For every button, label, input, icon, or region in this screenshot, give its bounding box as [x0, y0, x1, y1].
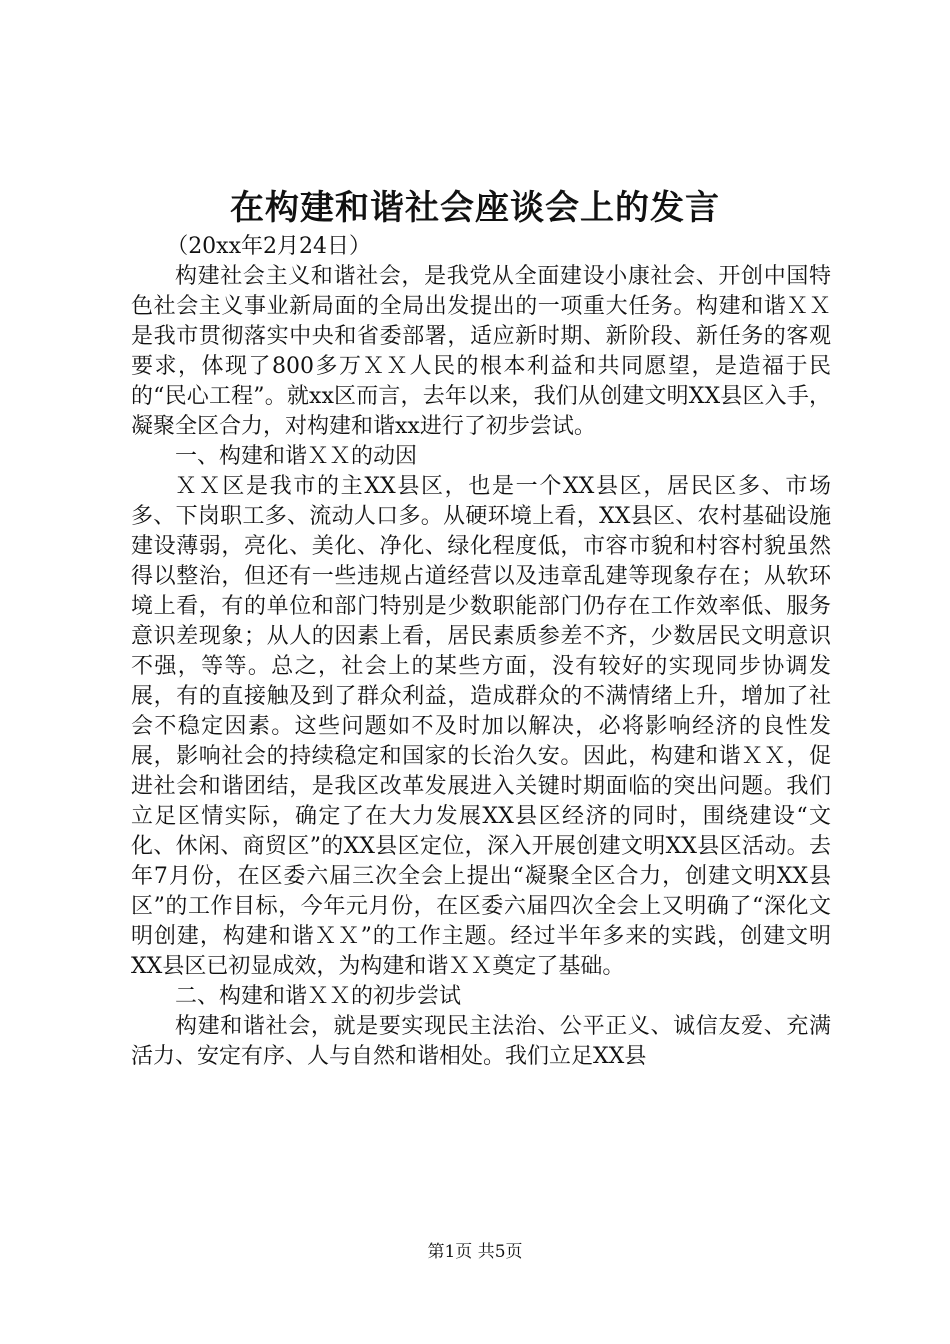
paragraph-section-1: ＸＸ区是我市的主XX县区，也是一个XX县区，居民区多、市场多、下岗职工多、流动人口多。从硬环境上看，XX县区、农村基础设施建设薄弱，亮化、美化、净化、绿化程度低，市容市貌和村容村貌虽然得以整治，但还有一些违规占道经营以及违章乱建等现象存在；从软环境上看，有的单位和部门特别是少数职能部门仍存在工作效率低、服务意识差现象；从人的因素上看，居民素质参差不齐，少数居民文明意识不强，等等。总之，社会上的某些方面，没有较好的实现同步协调发展，有的直接触及到了群众利益，造成群众的不满情绪上升，增加了社会不稳定因素。这些问题如不及时加以解决，必将影响经济的良性发展，影响社会的持续稳定和国家的长治久安。因此，构建和谐ＸＸ，促进社会和谐团结，是我区改革发展进入关键时期面临的突出问题。我们立足区情实际，确定了在大力发展XX县区经济的同时，围绕建设“文化、休闲、商贸区”的XX县区定位，深入开展创建文明XX县区活动。去年7月份，在区委六届三次全会上提出“凝聚全区合力，创建文明XX县区”的工作目标，今年元月份，在区委六届四次全会上又明确了“深化文明创建，构建和谐ＸＸ”的工作主题。经过半年多来的实践，创建文明XX县区已初显成效，为构建和谐ＸＸ奠定了基础。: [131, 474, 831, 979]
section-heading-1: 一、构建和谐ＸＸ的动因: [175, 444, 418, 469]
section-heading-2: 二、构建和谐ＸＸ的初步尝试: [175, 984, 462, 1009]
document-title: 在构建和谐社会座谈会上的发言: [230, 188, 720, 228]
page-footer: 第1页 共5页: [427, 1242, 523, 1262]
paragraph-intro: 构建社会主义和谐社会，是我党从全面建设小康社会、开创中国特色社会主义事业新局面的全局出发提出的一项重大任务。构建和谐ＸＸ是我市贯彻落实中央和省委部署，适应新时期、新阶段、新任务的客观要求，体现了800多万ＸＸ人民的根本利益和共同愿望，是造福于民的“民心工程”。就xx区而言，去年以来，我们从创建文明XX县区入手，凝聚全区合力，对构建和谐xx进行了初步尝试。: [131, 264, 831, 439]
paragraph-section-2: 构建和谐社会，就是要实现民主法治、公平正义、诚信友爱、充满活力、安定有序、人与自然和谐相处。我们立足XX县: [131, 1014, 831, 1069]
document-date: （20xx年2月24日）: [166, 234, 371, 259]
document-body: [131, 232, 831, 1072]
